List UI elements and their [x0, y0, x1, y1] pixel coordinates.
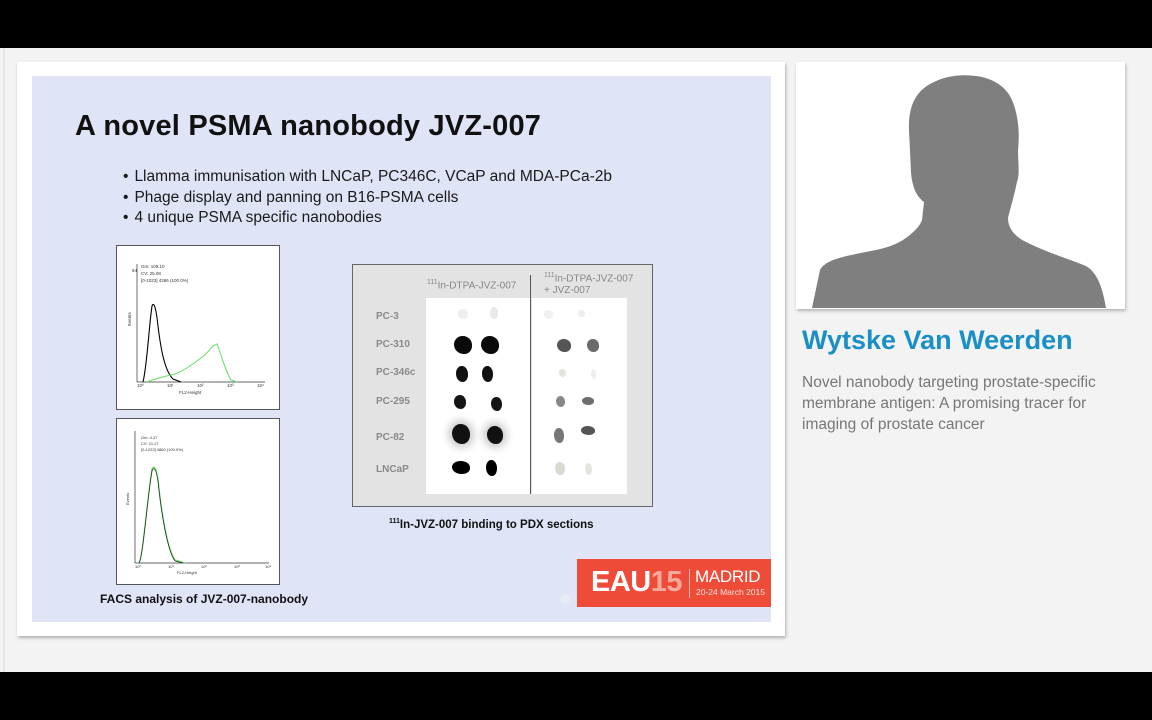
tissue-blot: [482, 366, 493, 382]
tissue-blot: [486, 460, 497, 476]
svg-text:[0-1023] 4366 (100.0%): [0-1023] 4366 (100.0%): [141, 278, 189, 283]
pdx-autoradiography-figure: [352, 264, 653, 507]
svg-text:Gm: 4.37: Gm: 4.37: [141, 435, 158, 440]
facs-histogram-2: [116, 418, 280, 585]
tissue-blot: [555, 462, 565, 475]
tissue-blot: [481, 336, 499, 354]
speaker-photo: [796, 62, 1125, 309]
person-silhouette-icon: [796, 62, 1125, 309]
logo-city: MADRID: [695, 567, 761, 586]
tissue-blot: [456, 366, 468, 382]
svg-text:Gm: 109.10: Gm: 109.10: [141, 264, 165, 269]
tissue-blot: [587, 339, 599, 352]
svg-text:10⁰: 10⁰: [137, 383, 144, 388]
slide: [32, 76, 771, 622]
pdx-caption: $^{111}$In-JVZ-007 binding to PDX sections: [389, 518, 594, 531]
speaker-name: Wytske Van Weerden: [802, 325, 1073, 355]
pdx-column-header-2: $^{111}$In-DTPA-JVZ-007 + JVZ-007: [544, 272, 634, 297]
svg-text:10³: 10³: [234, 564, 240, 569]
slide-indicator-dot: [560, 594, 570, 604]
pdx-row-label: LNCaP: [376, 464, 409, 475]
bullet-item: • Phage display and panning on B16-PSMA cells: [123, 188, 612, 209]
tissue-blot: [591, 369, 596, 379]
svg-text:10⁴: 10⁴: [257, 383, 264, 388]
pdx-column-2-background: [532, 298, 627, 494]
facs-histogram-1: [116, 245, 280, 410]
tissue-blot: [559, 369, 566, 377]
bullet-list: [123, 167, 612, 229]
svg-text:10²: 10²: [197, 383, 204, 388]
talk-title: Novel nanobody targeting prostate-specific membrane antigen: A promising tracer for imaging of prostate cancer: [802, 374, 1096, 433]
tissue-blot: [454, 395, 466, 409]
svg-text:10¹: 10¹: [168, 564, 174, 569]
pdx-divider: [530, 275, 531, 494]
tissue-blot: [554, 428, 564, 443]
svg-text:10²: 10²: [201, 564, 207, 569]
svg-text:64: 64: [132, 268, 138, 273]
svg-text:10³: 10³: [227, 383, 234, 388]
tissue-blot: [544, 310, 553, 319]
svg-text:FL2-Height: FL2-Height: [179, 390, 202, 395]
svg-text:Events: Events: [127, 312, 132, 326]
pdx-row-label: PC-346c: [376, 367, 416, 378]
tissue-blot: [582, 397, 594, 405]
slide-title: A novel PSMA nanobody JVZ-007: [75, 110, 542, 142]
pdx-column-1-background: [426, 298, 531, 494]
tissue-blot: [585, 463, 592, 475]
logo-dates: 20-24 March 2015: [696, 587, 765, 597]
slide-viewer[interactable]: [17, 62, 785, 636]
pdx-row-label: PC-82: [376, 432, 405, 443]
pdx-row-label: PC-295: [376, 396, 410, 407]
tissue-blot: [490, 307, 498, 319]
pdx-row-label: PC-3: [376, 311, 399, 322]
tissue-blot: [454, 336, 472, 354]
logo-separator: [689, 569, 690, 598]
tissue-blot: [491, 397, 502, 411]
tissue-blot: [487, 426, 503, 444]
svg-text:CV: 25.08: CV: 25.08: [141, 271, 161, 276]
svg-text:Events: Events: [125, 492, 130, 505]
bottom-black-bar: [0, 672, 1152, 720]
tissue-blot: [556, 396, 565, 407]
tissue-blot: [458, 309, 468, 319]
pdx-column-header-1: $^{111}$In-DTPA-JVZ-007: [427, 279, 517, 292]
svg-text:10⁴: 10⁴: [265, 564, 272, 569]
page-edge: [3, 48, 5, 672]
tissue-blot: [557, 339, 571, 352]
svg-text:[0-1023] 4860 (100.0%): [0-1023] 4860 (100.0%): [141, 447, 184, 452]
tissue-blot: [581, 426, 595, 435]
svg-text:10⁰: 10⁰: [135, 564, 142, 569]
pdx-row-label: PC-310: [376, 339, 410, 350]
bullet-item: • 4 unique PSMA specific nanobodies: [123, 208, 612, 229]
tissue-blot: [452, 461, 470, 474]
bullet-item: • Llamma immunisation with LNCaP, PC346C, VCaP and MDA-PCa-2b: [123, 167, 612, 188]
facs-caption: FACS analysis of JVZ-007-nanobody: [100, 592, 309, 606]
eau15-logo: [577, 559, 771, 607]
svg-text:FL2-Height: FL2-Height: [177, 570, 197, 575]
tissue-blot: [578, 310, 585, 317]
svg-text:CV: 21.27: CV: 21.27: [141, 441, 159, 446]
logo-text: EAU15: [591, 566, 682, 598]
tissue-blot: [452, 424, 470, 444]
svg-text:10¹: 10¹: [167, 383, 174, 388]
top-black-bar: [0, 0, 1152, 48]
